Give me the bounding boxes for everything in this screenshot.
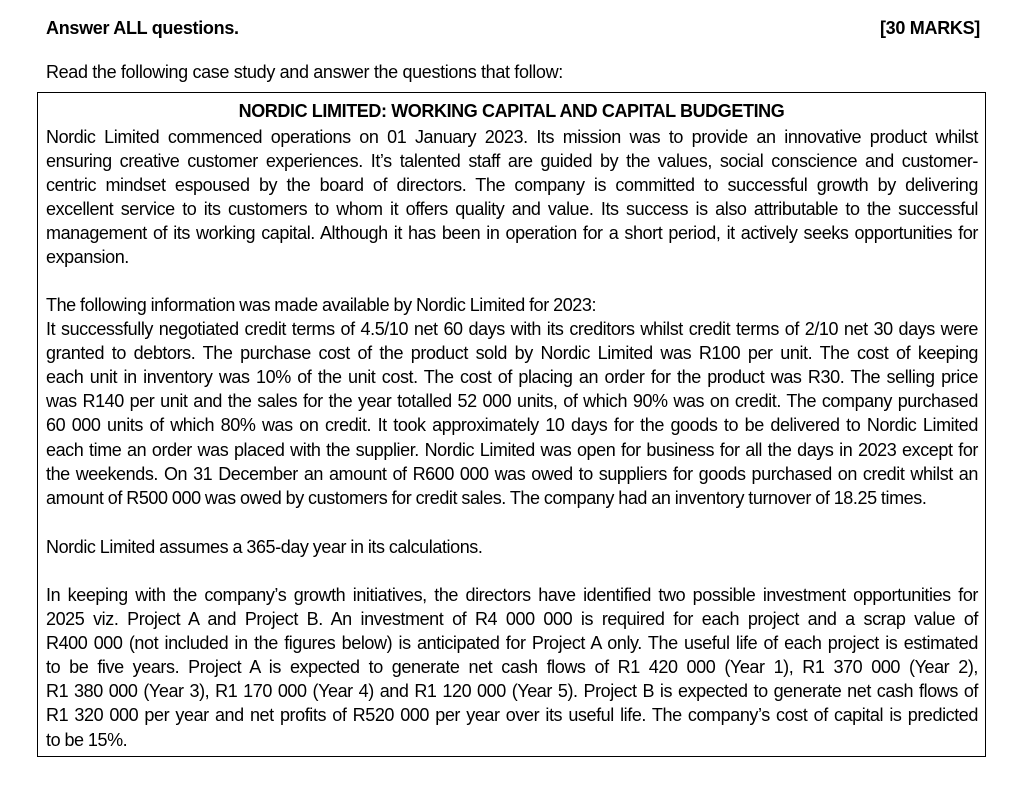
case-study-title: NORDIC LIMITED: WORKING CAPITAL AND CAPITAL BUDGETING: [238, 101, 785, 121]
intro-text: Read the following case study and answer the questions that follow:: [46, 62, 563, 82]
paragraph-line: R1 320 000 per year and net profits of R520 000 per year over its useful life. The company’s cost of capital is predicted: [46, 705, 978, 726]
paragraph-line: ensuring creative customer experiences. It’s talented staff are guided by the values, social conscience and customer-: [46, 151, 978, 172]
paragraph-line: the weekends. On 31 December an amount of R600 000 was owed to suppliers for goods purchased on credit whilst an: [46, 463, 978, 484]
paragraph-year-assumption: [46, 535, 978, 559]
paragraph-investment-projects: [46, 583, 978, 752]
paragraph-company-overview: [46, 125, 978, 270]
instruction-heading: Answer ALL questions.: [46, 18, 239, 38]
paragraph-line: management of its working capital. Although it has been in operation for a short period, it actively seeks opportunities for: [46, 223, 978, 244]
paragraph-line: Nordic Limited commenced operations on 01 January 2023. Its mission was to provide an innovative product whilst: [46, 127, 978, 147]
paragraph-line: each time an order was placed with the supplier. Nordic Limited was open for business for all the days in 2023 except for: [46, 439, 978, 460]
paragraph-line: 2025 viz. Project A and Project B. An investment of R4 000 000 is required for each project and a scrap value of: [46, 609, 978, 630]
paragraph-line: amount of R500 000 was owed by customers for credit sales. The company had an inventory turnover of 18.25 times.: [46, 487, 927, 508]
header-row: [46, 18, 980, 44]
paragraph-line: The following information was made available by Nordic Limited for 2023:: [46, 295, 597, 315]
paragraph-line: excellent service to its customers to whom it offers quality and value. Its success is also attributable to the successful: [46, 199, 978, 220]
paragraph-line: It successfully negotiated credit terms of 4.5/10 net 60 days with its creditors whilst credit terms of 2/10 net 30 days were: [46, 319, 978, 340]
case-study-box: [37, 92, 986, 757]
paragraph-line: 60 000 units of which 80% was on credit. It took approximately 10 days for the goods to be delivered to Nordic Limited: [46, 415, 978, 436]
paragraph-line: R1 380 000 (Year 3), R1 170 000 (Year 4) and R1 120 000 (Year 5). Project B is expected to generate net cash flows of: [46, 681, 978, 702]
paragraph-line: each unit in inventory was 10% of the unit cost. The cost of placing an order for the product was R30. The selling price: [46, 367, 978, 388]
paragraph-line: to be five years. Project A is expected to generate net cash flows of R1 420 000 (Year 1), R1 370 000 (Year 2),: [46, 657, 978, 678]
total-marks: [30 MARKS]: [879, 18, 980, 38]
paragraph-line: to be 15%.: [46, 729, 128, 750]
paragraph-line: In keeping with the company’s growth initiatives, the directors have identified two possible investment opportunities for: [46, 585, 978, 605]
paragraph-line: Nordic Limited assumes a 365-day year in its calculations.: [46, 537, 483, 557]
paragraph-line: R400 000 (not included in the figures below) is anticipated for Project A only. The useful life of each project is estimated: [46, 633, 978, 654]
paragraph-line: expansion.: [46, 247, 129, 268]
paragraph-line: centric mindset espoused by the board of directors. The company is committed to successful growth by delivering: [46, 175, 978, 196]
paragraph-2023-information: [46, 293, 978, 510]
paragraph-line: granted to debtors. The purchase cost of the product sold by Nordic Limited was R100 per unit. The cost of keeping: [46, 343, 978, 364]
paragraph-line: was R140 per unit and the sales for the year totalled 52 000 units, of which 90% was on credit. The company purchased: [46, 391, 978, 412]
